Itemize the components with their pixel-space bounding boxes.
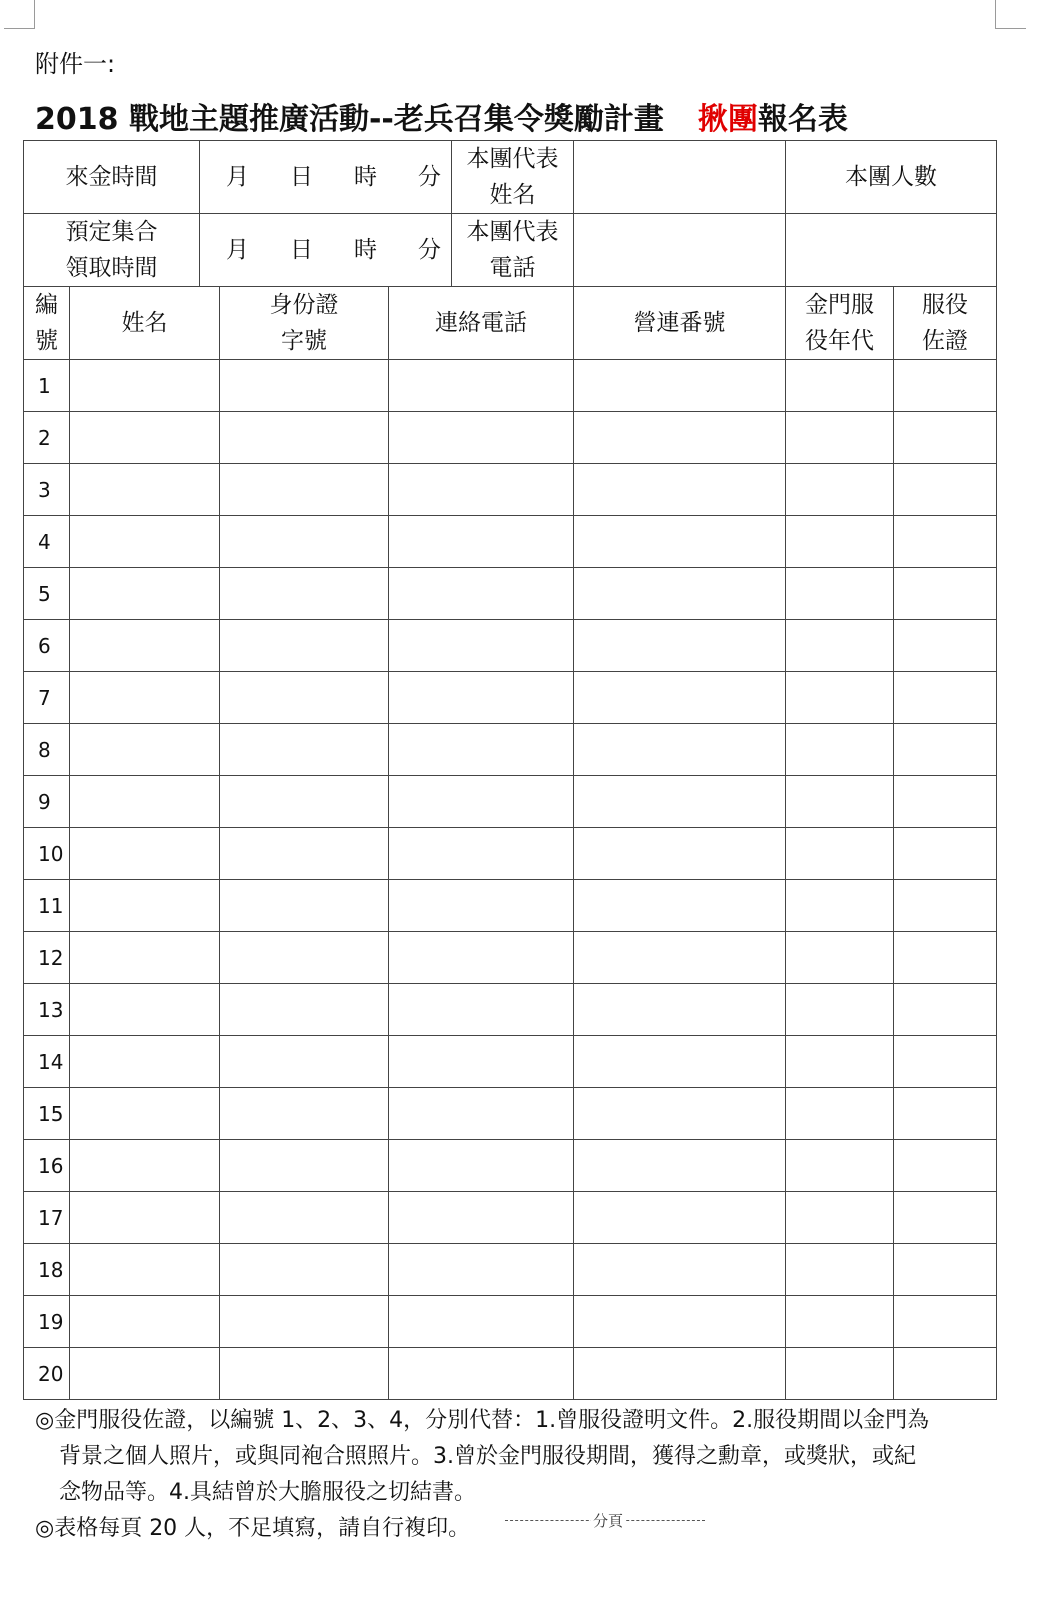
id-cell[interactable] bbox=[220, 1244, 389, 1296]
id-cell[interactable] bbox=[220, 1348, 389, 1400]
arrival-time-field[interactable] bbox=[200, 141, 452, 214]
table-row bbox=[24, 776, 997, 828]
row-number: 15 bbox=[24, 1088, 70, 1140]
service-era-cell[interactable] bbox=[786, 724, 894, 776]
row-number: 9 bbox=[24, 776, 70, 828]
rep-phone-label: 本團代表 電話 bbox=[452, 214, 574, 287]
col-phone: 連絡電話 bbox=[389, 287, 574, 360]
name-cell[interactable] bbox=[70, 672, 220, 724]
service-era-cell[interactable] bbox=[786, 880, 894, 932]
id-cell[interactable] bbox=[220, 360, 389, 412]
row-number: 1 bbox=[24, 360, 70, 412]
table-row bbox=[24, 1192, 997, 1244]
note-line-1: ◎金門服役佐證，以編號 1、2、3、4，分別代替：1.曾服役證明文件。2.服役期間以金門為 bbox=[35, 1408, 930, 1433]
service-era-cell[interactable] bbox=[786, 1036, 894, 1088]
service-era-cell[interactable] bbox=[786, 412, 894, 464]
phone-cell[interactable] bbox=[389, 776, 574, 828]
id-cell[interactable] bbox=[220, 1192, 389, 1244]
unit-cell[interactable] bbox=[574, 620, 786, 672]
phone-cell[interactable] bbox=[389, 828, 574, 880]
name-cell[interactable] bbox=[70, 828, 220, 880]
unit-cell[interactable] bbox=[574, 516, 786, 568]
phone-cell[interactable] bbox=[389, 1088, 574, 1140]
name-cell[interactable] bbox=[70, 776, 220, 828]
id-cell[interactable] bbox=[220, 1140, 389, 1192]
col-unit: 營連番號 bbox=[574, 287, 786, 360]
row-number: 17 bbox=[24, 1192, 70, 1244]
id-cell[interactable] bbox=[220, 464, 389, 516]
name-cell[interactable] bbox=[70, 984, 220, 1036]
table-row bbox=[24, 932, 997, 984]
row-number: 3 bbox=[24, 464, 70, 516]
service-era-cell[interactable] bbox=[786, 1296, 894, 1348]
name-cell[interactable] bbox=[70, 1244, 220, 1296]
col-proof: 服役 佐證 bbox=[894, 287, 997, 360]
rep-name-field[interactable] bbox=[574, 141, 786, 214]
unit-cell[interactable] bbox=[574, 1088, 786, 1140]
service-era-cell[interactable] bbox=[786, 1244, 894, 1296]
table-row bbox=[24, 1244, 997, 1296]
phone-cell[interactable] bbox=[389, 464, 574, 516]
name-cell[interactable] bbox=[70, 724, 220, 776]
row-number: 8 bbox=[24, 724, 70, 776]
table-row bbox=[24, 880, 997, 932]
id-cell[interactable] bbox=[220, 828, 389, 880]
phone-cell[interactable] bbox=[389, 984, 574, 1036]
attachment-label: 附件一: bbox=[35, 50, 116, 78]
note-line-4: ◎表格每頁 20 人，不足填寫，請自行複印。 bbox=[35, 1516, 471, 1541]
unit-cell[interactable] bbox=[574, 1296, 786, 1348]
id-cell[interactable] bbox=[220, 568, 389, 620]
service-era-cell[interactable] bbox=[786, 1348, 894, 1400]
id-cell[interactable] bbox=[220, 620, 389, 672]
service-era-cell[interactable] bbox=[786, 776, 894, 828]
minute-label: 分 bbox=[418, 164, 441, 190]
row-number: 20 bbox=[24, 1348, 70, 1400]
id-cell[interactable] bbox=[220, 932, 389, 984]
name-cell[interactable] bbox=[70, 360, 220, 412]
proof-cell[interactable] bbox=[894, 984, 997, 1036]
proof-cell[interactable] bbox=[894, 620, 997, 672]
header-row-arrival bbox=[24, 141, 997, 214]
proof-cell[interactable] bbox=[894, 724, 997, 776]
table-row bbox=[24, 568, 997, 620]
rep-name-label: 本團代表 姓名 bbox=[452, 141, 574, 214]
unit-cell[interactable] bbox=[574, 672, 786, 724]
unit-cell[interactable] bbox=[574, 1244, 786, 1296]
phone-cell[interactable] bbox=[389, 360, 574, 412]
service-era-cell[interactable] bbox=[786, 360, 894, 412]
service-era-cell[interactable] bbox=[786, 932, 894, 984]
row-number: 16 bbox=[24, 1140, 70, 1192]
day-label: 日 bbox=[290, 164, 313, 190]
phone-cell[interactable] bbox=[389, 1140, 574, 1192]
table-row bbox=[24, 412, 997, 464]
unit-cell[interactable] bbox=[574, 984, 786, 1036]
id-cell[interactable] bbox=[220, 1296, 389, 1348]
title-main: 2018 戰地主題推廣活動--老兵召集令獎勵計畫 bbox=[35, 102, 664, 137]
row-number: 5 bbox=[24, 568, 70, 620]
unit-cell[interactable] bbox=[574, 828, 786, 880]
row-number: 4 bbox=[24, 516, 70, 568]
month-label: 月 bbox=[226, 237, 249, 263]
id-cell[interactable] bbox=[220, 984, 389, 1036]
col-name: 姓名 bbox=[70, 287, 220, 360]
service-era-cell[interactable] bbox=[786, 1140, 894, 1192]
id-cell[interactable] bbox=[220, 724, 389, 776]
name-cell[interactable] bbox=[70, 1192, 220, 1244]
id-cell[interactable] bbox=[220, 412, 389, 464]
col-service-era: 金門服 役年代 bbox=[786, 287, 894, 360]
id-cell[interactable] bbox=[220, 776, 389, 828]
proof-cell[interactable] bbox=[894, 932, 997, 984]
table-row bbox=[24, 984, 997, 1036]
proof-cell[interactable] bbox=[894, 1192, 997, 1244]
assembly-time-label: 預定集合 領取時間 bbox=[24, 214, 200, 287]
table-row bbox=[24, 828, 997, 880]
row-number: 7 bbox=[24, 672, 70, 724]
proof-cell[interactable] bbox=[894, 360, 997, 412]
row-number: 10 bbox=[24, 828, 70, 880]
name-cell[interactable] bbox=[70, 1088, 220, 1140]
unit-cell[interactable] bbox=[574, 360, 786, 412]
phone-cell[interactable] bbox=[389, 620, 574, 672]
proof-cell[interactable] bbox=[894, 1036, 997, 1088]
note-line-3: 念物品等。4.具結曾於大膽服役之切結書。 bbox=[59, 1480, 476, 1505]
hour-label: 時 bbox=[354, 237, 377, 263]
table-row bbox=[24, 1296, 997, 1348]
service-era-cell[interactable] bbox=[786, 984, 894, 1036]
id-cell[interactable] bbox=[220, 1036, 389, 1088]
phone-cell[interactable] bbox=[389, 1192, 574, 1244]
proof-cell[interactable] bbox=[894, 568, 997, 620]
name-cell[interactable] bbox=[70, 1140, 220, 1192]
proof-cell[interactable] bbox=[894, 672, 997, 724]
table-row bbox=[24, 1140, 997, 1192]
table-row bbox=[24, 360, 997, 412]
name-cell[interactable] bbox=[70, 464, 220, 516]
unit-cell[interactable] bbox=[574, 464, 786, 516]
unit-cell[interactable] bbox=[574, 880, 786, 932]
unit-cell[interactable] bbox=[574, 776, 786, 828]
name-cell[interactable] bbox=[70, 516, 220, 568]
unit-cell[interactable] bbox=[574, 568, 786, 620]
row-number: 18 bbox=[24, 1244, 70, 1296]
proof-cell[interactable] bbox=[894, 516, 997, 568]
phone-cell[interactable] bbox=[389, 516, 574, 568]
col-number: 編 號 bbox=[24, 287, 70, 360]
phone-cell[interactable] bbox=[389, 932, 574, 984]
phone-cell[interactable] bbox=[389, 412, 574, 464]
id-cell[interactable] bbox=[220, 516, 389, 568]
page-corner-mark bbox=[4, 0, 35, 29]
proof-cell[interactable] bbox=[894, 828, 997, 880]
unit-cell[interactable] bbox=[574, 724, 786, 776]
service-era-cell[interactable] bbox=[786, 516, 894, 568]
table-row bbox=[24, 1348, 997, 1400]
service-era-cell[interactable] bbox=[786, 620, 894, 672]
name-cell[interactable] bbox=[70, 880, 220, 932]
form-title bbox=[35, 94, 848, 138]
title-suffix: 報名表 bbox=[757, 102, 848, 137]
phone-cell[interactable] bbox=[389, 568, 574, 620]
name-cell[interactable] bbox=[70, 1036, 220, 1088]
table-row bbox=[24, 1088, 997, 1140]
unit-cell[interactable] bbox=[574, 1348, 786, 1400]
table-row bbox=[24, 516, 997, 568]
unit-cell[interactable] bbox=[574, 932, 786, 984]
proof-cell[interactable] bbox=[894, 412, 997, 464]
row-number: 19 bbox=[24, 1296, 70, 1348]
table-row bbox=[24, 1036, 997, 1088]
arrival-time-label: 來金時間 bbox=[24, 141, 200, 214]
phone-cell[interactable] bbox=[389, 880, 574, 932]
proof-cell[interactable] bbox=[894, 1348, 997, 1400]
service-era-cell[interactable] bbox=[786, 1088, 894, 1140]
name-cell[interactable] bbox=[70, 1348, 220, 1400]
name-cell[interactable] bbox=[70, 620, 220, 672]
phone-cell[interactable] bbox=[389, 672, 574, 724]
page-corner-mark bbox=[995, 0, 1026, 29]
name-cell[interactable] bbox=[70, 412, 220, 464]
phone-cell[interactable] bbox=[389, 1036, 574, 1088]
row-number: 12 bbox=[24, 932, 70, 984]
row-number: 13 bbox=[24, 984, 70, 1036]
service-era-cell[interactable] bbox=[786, 672, 894, 724]
service-era-cell[interactable] bbox=[786, 568, 894, 620]
row-number: 11 bbox=[24, 880, 70, 932]
row-number: 2 bbox=[24, 412, 70, 464]
registration-table bbox=[23, 140, 997, 1400]
group-count-label: 本團人數 bbox=[786, 141, 997, 214]
table-row bbox=[24, 464, 997, 516]
proof-cell[interactable] bbox=[894, 464, 997, 516]
minute-label: 分 bbox=[418, 237, 441, 263]
name-cell[interactable] bbox=[70, 1296, 220, 1348]
id-cell[interactable] bbox=[220, 1088, 389, 1140]
note-line-2: 背景之個人照片，或與同袍合照照片。3.曾於金門服役期間，獲得之勳章，或獎狀，或紀 bbox=[59, 1444, 916, 1469]
page-break-marker bbox=[505, 1512, 705, 1530]
rep-phone-field[interactable] bbox=[574, 214, 786, 287]
id-cell[interactable] bbox=[220, 880, 389, 932]
service-era-cell[interactable] bbox=[786, 1192, 894, 1244]
unit-cell[interactable] bbox=[574, 1192, 786, 1244]
phone-cell[interactable] bbox=[389, 1244, 574, 1296]
group-count-field[interactable] bbox=[786, 214, 997, 287]
page-break-label: 分頁 bbox=[593, 1512, 624, 1530]
id-cell[interactable] bbox=[220, 672, 389, 724]
proof-cell[interactable] bbox=[894, 1244, 997, 1296]
proof-cell[interactable] bbox=[894, 776, 997, 828]
unit-cell[interactable] bbox=[574, 412, 786, 464]
phone-cell[interactable] bbox=[389, 1296, 574, 1348]
header-row-assembly bbox=[24, 214, 997, 287]
column-header-row bbox=[24, 287, 997, 360]
proof-cell[interactable] bbox=[894, 880, 997, 932]
proof-cell[interactable] bbox=[894, 1296, 997, 1348]
assembly-time-field[interactable] bbox=[200, 214, 452, 287]
title-highlight: 揪團 bbox=[697, 102, 758, 137]
name-cell[interactable] bbox=[70, 932, 220, 984]
unit-cell[interactable] bbox=[574, 1140, 786, 1192]
row-number: 14 bbox=[24, 1036, 70, 1088]
unit-cell[interactable] bbox=[574, 1036, 786, 1088]
table-row bbox=[24, 672, 997, 724]
row-number: 6 bbox=[24, 620, 70, 672]
day-label: 日 bbox=[290, 237, 313, 263]
phone-cell[interactable] bbox=[389, 1348, 574, 1400]
table-row bbox=[24, 724, 997, 776]
col-id: 身份證 字號 bbox=[220, 287, 389, 360]
proof-cell[interactable] bbox=[894, 1088, 997, 1140]
month-label: 月 bbox=[226, 164, 249, 190]
service-era-cell[interactable] bbox=[786, 464, 894, 516]
phone-cell[interactable] bbox=[389, 724, 574, 776]
proof-cell[interactable] bbox=[894, 1140, 997, 1192]
service-era-cell[interactable] bbox=[786, 828, 894, 880]
hour-label: 時 bbox=[354, 164, 377, 190]
name-cell[interactable] bbox=[70, 568, 220, 620]
table-row bbox=[24, 620, 997, 672]
